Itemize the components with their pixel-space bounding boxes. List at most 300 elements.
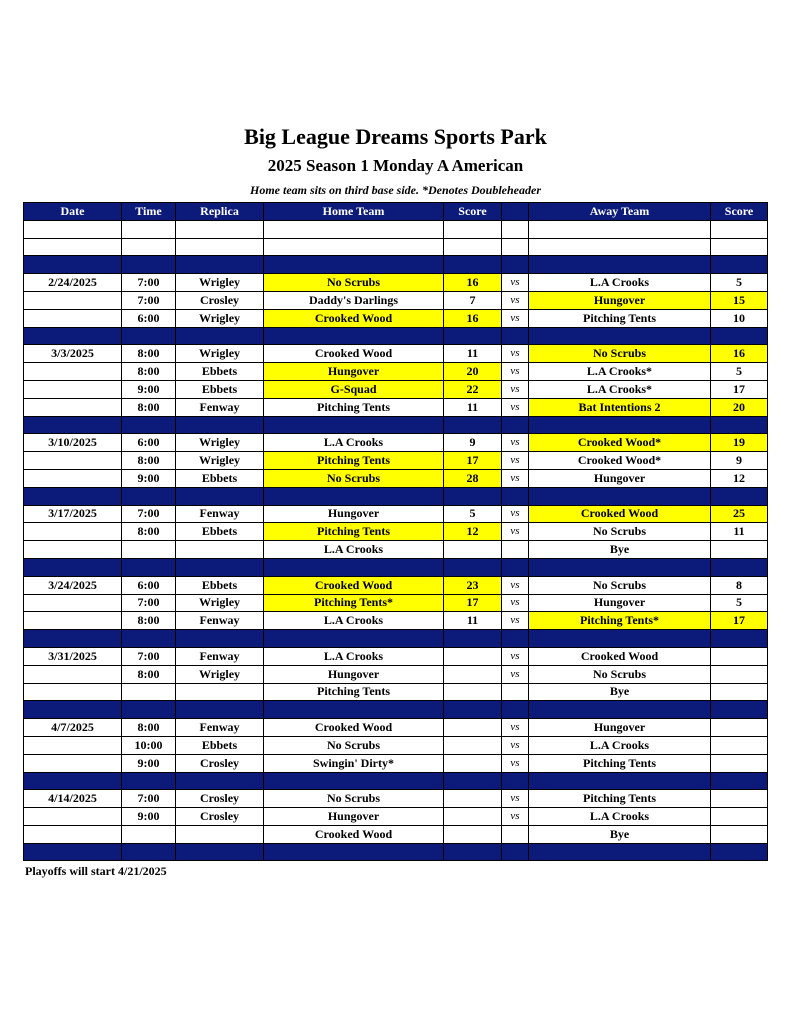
home-team-cell: No Scrubs bbox=[264, 736, 444, 754]
replica-cell bbox=[176, 558, 264, 576]
away-score-cell: 5 bbox=[711, 274, 768, 292]
table-row bbox=[24, 612, 768, 630]
away-team-cell: Pitching Tents* bbox=[529, 612, 711, 630]
replica-cell: Ebbets bbox=[176, 469, 264, 487]
replica-cell: Wrigley bbox=[176, 345, 264, 363]
date-cell bbox=[24, 754, 122, 772]
table-row bbox=[24, 647, 768, 665]
away-score-cell bbox=[711, 808, 768, 826]
away-score-cell bbox=[711, 416, 768, 434]
table-header-row bbox=[24, 203, 768, 221]
replica-cell: Crosley bbox=[176, 291, 264, 309]
time-cell: 7:00 bbox=[122, 274, 176, 292]
away-score-cell: 19 bbox=[711, 434, 768, 452]
away-score-cell: 5 bbox=[711, 594, 768, 612]
away-team-cell: Crooked Wood bbox=[529, 505, 711, 523]
date-cell bbox=[24, 541, 122, 559]
season-subtitle: 2025 Season 1 Monday A American bbox=[267, 156, 524, 175]
replica-cell: Fenway bbox=[176, 505, 264, 523]
away-score-cell bbox=[711, 843, 768, 861]
away-score-cell bbox=[711, 541, 768, 559]
date-cell: 3/10/2025 bbox=[24, 434, 122, 452]
table-row bbox=[24, 541, 768, 559]
away-team-cell: Pitching Tents bbox=[529, 790, 711, 808]
time-cell bbox=[122, 825, 176, 843]
away-team-cell bbox=[529, 558, 711, 576]
home-score-cell bbox=[444, 772, 502, 790]
time-cell: 9:00 bbox=[122, 380, 176, 398]
away-team-cell bbox=[529, 416, 711, 434]
date-cell bbox=[24, 558, 122, 576]
header-replica: Replica bbox=[176, 203, 264, 221]
header-time: Time bbox=[122, 203, 176, 221]
away-score-cell: 17 bbox=[711, 612, 768, 630]
week-separator-row bbox=[24, 558, 768, 576]
table-row bbox=[24, 505, 768, 523]
vs-cell: vs bbox=[502, 345, 529, 363]
date-cell bbox=[24, 487, 122, 505]
vs-cell bbox=[502, 843, 529, 861]
week-separator-row bbox=[24, 843, 768, 861]
away-score-cell: 12 bbox=[711, 469, 768, 487]
home-team-cell bbox=[264, 256, 444, 274]
week-separator-row bbox=[24, 327, 768, 345]
table-row bbox=[24, 665, 768, 683]
away-team-cell: No Scrubs bbox=[529, 665, 711, 683]
home-score-cell bbox=[444, 647, 502, 665]
replica-cell bbox=[176, 220, 264, 238]
home-team-cell: Daddy's Darlings bbox=[264, 291, 444, 309]
home-team-cell bbox=[264, 630, 444, 648]
table-row bbox=[24, 291, 768, 309]
away-team-cell: No Scrubs bbox=[529, 345, 711, 363]
away-team-cell: L.A Crooks* bbox=[529, 380, 711, 398]
blank-row bbox=[24, 238, 768, 256]
away-score-cell bbox=[711, 683, 768, 701]
vs-cell: vs bbox=[502, 309, 529, 327]
page-title: Big League Dreams Sports Park bbox=[244, 124, 547, 149]
date-cell bbox=[24, 256, 122, 274]
home-score-cell: 28 bbox=[444, 469, 502, 487]
week-separator-row bbox=[24, 701, 768, 719]
date-cell bbox=[24, 220, 122, 238]
vs-cell: vs bbox=[502, 754, 529, 772]
date-cell: 3/17/2025 bbox=[24, 505, 122, 523]
home-team-cell: Crooked Wood bbox=[264, 576, 444, 594]
vs-cell: vs bbox=[502, 523, 529, 541]
time-cell bbox=[122, 416, 176, 434]
home-score-cell bbox=[444, 808, 502, 826]
date-cell: 3/31/2025 bbox=[24, 647, 122, 665]
table-row bbox=[24, 576, 768, 594]
home-score-cell bbox=[444, 701, 502, 719]
home-score-cell bbox=[444, 843, 502, 861]
away-score-cell: 5 bbox=[711, 363, 768, 381]
time-cell: 6:00 bbox=[122, 309, 176, 327]
replica-cell bbox=[176, 541, 264, 559]
schedule-body bbox=[24, 220, 768, 861]
date-cell bbox=[24, 469, 122, 487]
home-score-cell bbox=[444, 541, 502, 559]
away-team-cell: L.A Crooks bbox=[529, 808, 711, 826]
replica-cell bbox=[176, 487, 264, 505]
date-cell bbox=[24, 452, 122, 470]
home-team-cell: L.A Crooks bbox=[264, 647, 444, 665]
replica-cell bbox=[176, 683, 264, 701]
away-score-cell bbox=[711, 256, 768, 274]
away-score-cell bbox=[711, 736, 768, 754]
time-cell: 8:00 bbox=[122, 612, 176, 630]
vs-cell bbox=[502, 825, 529, 843]
home-team-cell: No Scrubs bbox=[264, 469, 444, 487]
date-cell: 4/14/2025 bbox=[24, 790, 122, 808]
table-row bbox=[24, 452, 768, 470]
replica-cell: Crosley bbox=[176, 754, 264, 772]
header-vs bbox=[502, 203, 529, 221]
away-score-cell bbox=[711, 487, 768, 505]
table-row bbox=[24, 523, 768, 541]
vs-cell: vs bbox=[502, 274, 529, 292]
home-team-cell bbox=[264, 843, 444, 861]
home-score-cell: 16 bbox=[444, 309, 502, 327]
time-cell: 7:00 bbox=[122, 647, 176, 665]
home-team-cell: G-Squad bbox=[264, 380, 444, 398]
home-team-cell: Crooked Wood bbox=[264, 309, 444, 327]
away-score-cell: 17 bbox=[711, 380, 768, 398]
home-team-cell: Hungover bbox=[264, 363, 444, 381]
table-row bbox=[24, 736, 768, 754]
home-score-cell: 17 bbox=[444, 594, 502, 612]
home-score-cell bbox=[444, 416, 502, 434]
home-score-cell: 16 bbox=[444, 274, 502, 292]
replica-cell: Fenway bbox=[176, 612, 264, 630]
home-team-cell: Pitching Tents* bbox=[264, 594, 444, 612]
time-cell: 8:00 bbox=[122, 523, 176, 541]
home-team-cell: Pitching Tents bbox=[264, 683, 444, 701]
table-row bbox=[24, 380, 768, 398]
home-score-cell: 5 bbox=[444, 505, 502, 523]
date-cell bbox=[24, 825, 122, 843]
date-cell bbox=[24, 238, 122, 256]
table-row bbox=[24, 808, 768, 826]
vs-cell bbox=[502, 701, 529, 719]
home-team-cell bbox=[264, 487, 444, 505]
away-team-cell bbox=[529, 701, 711, 719]
home-score-cell: 7 bbox=[444, 291, 502, 309]
header-home-score: Score bbox=[444, 203, 502, 221]
home-team-cell: Pitching Tents bbox=[264, 523, 444, 541]
replica-cell bbox=[176, 843, 264, 861]
vs-cell: vs bbox=[502, 665, 529, 683]
home-score-cell bbox=[444, 683, 502, 701]
vs-cell: vs bbox=[502, 505, 529, 523]
table-row bbox=[24, 345, 768, 363]
table-row bbox=[24, 434, 768, 452]
header-away-team: Away Team bbox=[529, 203, 711, 221]
time-cell bbox=[122, 843, 176, 861]
blank-row bbox=[24, 220, 768, 238]
date-cell bbox=[24, 665, 122, 683]
time-cell bbox=[122, 220, 176, 238]
time-cell bbox=[122, 772, 176, 790]
playoffs-note: Playoffs will start 4/21/2025 bbox=[25, 864, 167, 878]
date-cell bbox=[24, 843, 122, 861]
away-team-cell: Pitching Tents bbox=[529, 754, 711, 772]
time-cell bbox=[122, 541, 176, 559]
vs-cell: vs bbox=[502, 808, 529, 826]
time-cell: 7:00 bbox=[122, 790, 176, 808]
home-score-cell bbox=[444, 220, 502, 238]
date-cell bbox=[24, 327, 122, 345]
time-cell bbox=[122, 558, 176, 576]
date-cell: 3/3/2025 bbox=[24, 345, 122, 363]
away-team-cell bbox=[529, 772, 711, 790]
vs-cell bbox=[502, 558, 529, 576]
replica-cell: Wrigley bbox=[176, 594, 264, 612]
away-team-cell: L.A Crooks* bbox=[529, 363, 711, 381]
home-score-cell bbox=[444, 665, 502, 683]
date-cell bbox=[24, 398, 122, 416]
vs-cell: vs bbox=[502, 291, 529, 309]
away-score-cell bbox=[711, 701, 768, 719]
vs-cell bbox=[502, 416, 529, 434]
time-cell bbox=[122, 327, 176, 345]
vs-cell: vs bbox=[502, 576, 529, 594]
table-row bbox=[24, 825, 768, 843]
time-cell: 9:00 bbox=[122, 469, 176, 487]
away-team-cell: Hungover bbox=[529, 719, 711, 737]
time-cell bbox=[122, 487, 176, 505]
away-team-cell: Bye bbox=[529, 541, 711, 559]
time-cell: 8:00 bbox=[122, 665, 176, 683]
home-score-cell bbox=[444, 825, 502, 843]
date-cell bbox=[24, 380, 122, 398]
table-row bbox=[24, 719, 768, 737]
replica-cell: Ebbets bbox=[176, 736, 264, 754]
home-score-cell: 11 bbox=[444, 612, 502, 630]
away-score-cell: 8 bbox=[711, 576, 768, 594]
time-cell: 8:00 bbox=[122, 452, 176, 470]
week-separator-row bbox=[24, 772, 768, 790]
vs-cell bbox=[502, 541, 529, 559]
time-cell bbox=[122, 630, 176, 648]
away-score-cell bbox=[711, 630, 768, 648]
away-score-cell bbox=[711, 754, 768, 772]
time-cell: 10:00 bbox=[122, 736, 176, 754]
replica-cell bbox=[176, 701, 264, 719]
vs-cell: vs bbox=[502, 719, 529, 737]
replica-cell: Wrigley bbox=[176, 665, 264, 683]
away-team-cell: No Scrubs bbox=[529, 523, 711, 541]
away-team-cell bbox=[529, 843, 711, 861]
away-team-cell: Hungover bbox=[529, 594, 711, 612]
away-score-cell bbox=[711, 790, 768, 808]
away-team-cell: L.A Crooks bbox=[529, 274, 711, 292]
vs-cell bbox=[502, 238, 529, 256]
home-score-cell: 12 bbox=[444, 523, 502, 541]
vs-cell: vs bbox=[502, 380, 529, 398]
home-team-cell bbox=[264, 238, 444, 256]
vs-cell bbox=[502, 772, 529, 790]
date-cell: 3/24/2025 bbox=[24, 576, 122, 594]
date-cell bbox=[24, 416, 122, 434]
date-cell: 4/7/2025 bbox=[24, 719, 122, 737]
replica-cell: Wrigley bbox=[176, 309, 264, 327]
time-cell: 7:00 bbox=[122, 291, 176, 309]
date-cell bbox=[24, 683, 122, 701]
week-separator-row bbox=[24, 487, 768, 505]
away-score-cell: 15 bbox=[711, 291, 768, 309]
home-team-cell bbox=[264, 220, 444, 238]
vs-cell: vs bbox=[502, 647, 529, 665]
time-cell: 9:00 bbox=[122, 808, 176, 826]
away-team-cell: Bye bbox=[529, 683, 711, 701]
away-score-cell bbox=[711, 558, 768, 576]
home-team-cell: Swingin' Dirty* bbox=[264, 754, 444, 772]
replica-cell bbox=[176, 416, 264, 434]
away-score-cell: 11 bbox=[711, 523, 768, 541]
away-score-cell: 16 bbox=[711, 345, 768, 363]
home-team-cell: Crooked Wood bbox=[264, 345, 444, 363]
home-score-cell bbox=[444, 238, 502, 256]
away-score-cell: 9 bbox=[711, 452, 768, 470]
replica-cell: Ebbets bbox=[176, 523, 264, 541]
replica-cell bbox=[176, 825, 264, 843]
time-cell: 6:00 bbox=[122, 434, 176, 452]
away-score-cell bbox=[711, 647, 768, 665]
time-cell bbox=[122, 256, 176, 274]
home-score-cell: 20 bbox=[444, 363, 502, 381]
replica-cell bbox=[176, 630, 264, 648]
replica-cell: Ebbets bbox=[176, 380, 264, 398]
replica-cell bbox=[176, 772, 264, 790]
replica-cell: Wrigley bbox=[176, 434, 264, 452]
home-score-cell bbox=[444, 630, 502, 648]
vs-cell: vs bbox=[502, 469, 529, 487]
vs-cell: vs bbox=[502, 790, 529, 808]
replica-cell: Crosley bbox=[176, 808, 264, 826]
away-team-cell bbox=[529, 220, 711, 238]
schedule-table bbox=[23, 202, 768, 861]
table-row bbox=[24, 309, 768, 327]
date-cell bbox=[24, 808, 122, 826]
table-row bbox=[24, 594, 768, 612]
replica-cell: Fenway bbox=[176, 719, 264, 737]
home-score-cell: 11 bbox=[444, 345, 502, 363]
home-score-cell bbox=[444, 754, 502, 772]
vs-cell: vs bbox=[502, 363, 529, 381]
replica-cell: Wrigley bbox=[176, 274, 264, 292]
away-score-cell: 10 bbox=[711, 309, 768, 327]
away-team-cell: Bat Intentions 2 bbox=[529, 398, 711, 416]
vs-cell bbox=[502, 487, 529, 505]
table-row bbox=[24, 469, 768, 487]
table-row bbox=[24, 398, 768, 416]
table-row bbox=[24, 683, 768, 701]
home-team-cell: Pitching Tents bbox=[264, 398, 444, 416]
time-cell: 8:00 bbox=[122, 719, 176, 737]
away-team-cell bbox=[529, 630, 711, 648]
time-cell bbox=[122, 701, 176, 719]
home-team-cell: Pitching Tents bbox=[264, 452, 444, 470]
vs-cell bbox=[502, 220, 529, 238]
vs-cell: vs bbox=[502, 594, 529, 612]
home-score-cell bbox=[444, 736, 502, 754]
date-cell bbox=[24, 612, 122, 630]
home-team-cell: Hungover bbox=[264, 505, 444, 523]
home-score-cell bbox=[444, 487, 502, 505]
date-cell bbox=[24, 291, 122, 309]
table-row bbox=[24, 363, 768, 381]
home-team-cell bbox=[264, 416, 444, 434]
time-cell: 7:00 bbox=[122, 505, 176, 523]
home-team-cell bbox=[264, 772, 444, 790]
date-cell bbox=[24, 736, 122, 754]
header-home-team: Home Team bbox=[264, 203, 444, 221]
away-score-cell bbox=[711, 665, 768, 683]
away-score-cell bbox=[711, 719, 768, 737]
home-score-cell bbox=[444, 790, 502, 808]
home-team-cell: Hungover bbox=[264, 665, 444, 683]
away-score-cell bbox=[711, 825, 768, 843]
vs-cell bbox=[502, 327, 529, 345]
table-row bbox=[24, 274, 768, 292]
away-team-cell: Crooked Wood* bbox=[529, 434, 711, 452]
replica-cell: Wrigley bbox=[176, 452, 264, 470]
home-score-cell bbox=[444, 719, 502, 737]
date-cell bbox=[24, 772, 122, 790]
replica-cell: Ebbets bbox=[176, 576, 264, 594]
home-team-cell: Hungover bbox=[264, 808, 444, 826]
home-score-cell bbox=[444, 256, 502, 274]
time-cell: 8:00 bbox=[122, 398, 176, 416]
date-cell bbox=[24, 309, 122, 327]
away-score-cell: 25 bbox=[711, 505, 768, 523]
home-team-cell: L.A Crooks bbox=[264, 612, 444, 630]
home-team-cell bbox=[264, 327, 444, 345]
vs-cell bbox=[502, 683, 529, 701]
replica-cell bbox=[176, 256, 264, 274]
vs-cell bbox=[502, 630, 529, 648]
home-score-cell: 17 bbox=[444, 452, 502, 470]
away-team-cell: No Scrubs bbox=[529, 576, 711, 594]
replica-cell: Ebbets bbox=[176, 363, 264, 381]
table-row bbox=[24, 754, 768, 772]
date-cell: 2/24/2025 bbox=[24, 274, 122, 292]
away-score-cell bbox=[711, 772, 768, 790]
home-team-cell bbox=[264, 701, 444, 719]
home-team-cell: L.A Crooks bbox=[264, 434, 444, 452]
away-team-cell: Hungover bbox=[529, 291, 711, 309]
vs-cell: vs bbox=[502, 452, 529, 470]
away-team-cell: Bye bbox=[529, 825, 711, 843]
date-cell bbox=[24, 363, 122, 381]
time-cell bbox=[122, 683, 176, 701]
home-team-cell: No Scrubs bbox=[264, 274, 444, 292]
week-separator-row bbox=[24, 630, 768, 648]
vs-cell: vs bbox=[502, 434, 529, 452]
replica-cell bbox=[176, 327, 264, 345]
home-score-cell bbox=[444, 558, 502, 576]
home-score-cell: 22 bbox=[444, 380, 502, 398]
home-team-cell: Crooked Wood bbox=[264, 825, 444, 843]
away-team-cell bbox=[529, 256, 711, 274]
week-separator-row bbox=[24, 416, 768, 434]
home-score-cell bbox=[444, 327, 502, 345]
away-team-cell: L.A Crooks bbox=[529, 736, 711, 754]
home-team-cell bbox=[264, 558, 444, 576]
date-cell bbox=[24, 630, 122, 648]
